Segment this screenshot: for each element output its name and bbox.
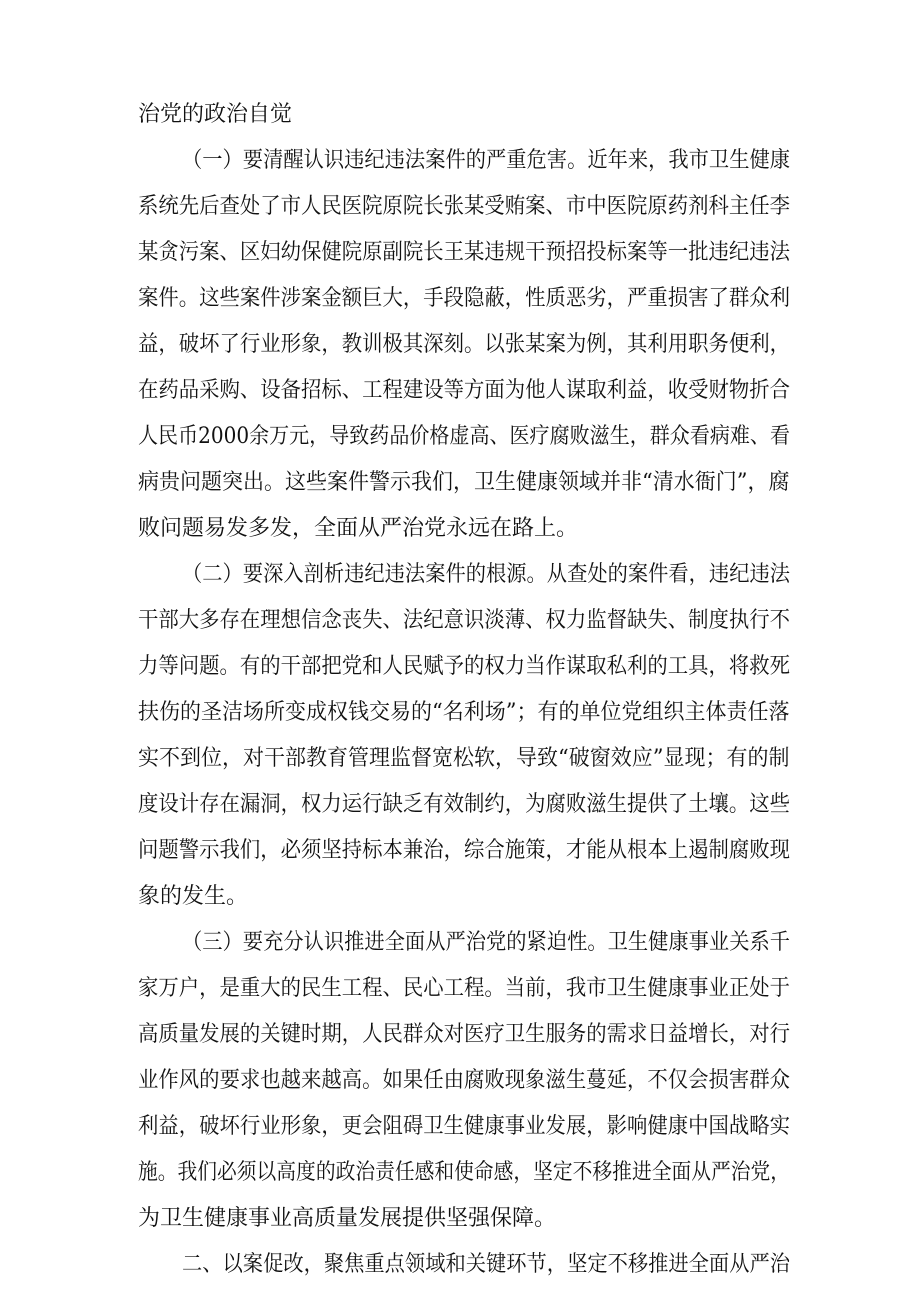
text-line: 干部大多存在理想信念丧失、法纪意识淡薄、权力监督缺失、制度执行不 [138,608,791,633]
text-line: 力等问题。有的干部把党和人民赋予的权力当作谋取私利的工具，将救死 [138,654,791,679]
text-line: 在药品采购、设备招标、工程建设等方面为他人谋取利益，收受财物折合 [138,378,791,403]
text-line: 施。我们必须以高度的政治责任感和使命感，坚定不移推进全面从严治党， [138,1160,791,1185]
text-line: 问题警示我们，必须坚持标本兼治，综合施策，才能从根本上遏制腐败现 [138,838,791,863]
text-line: （二）要深入剖析违纪违法案件的根源。从查处的案件看，违纪违法 [182,562,791,587]
text-line: 度设计存在漏洞，权力运行缺乏有效制约，为腐败滋生提供了土壤。这些 [138,792,791,817]
section-heading: 二、以案促改，聚焦重点领域和关键环节，坚定不移推进全面从严治 [182,1252,791,1277]
text-line: 病贵问题突出。这些案件警示我们，卫生健康领域并非“清水衙门”，腐 [138,470,790,495]
text-line: 高质量发展的关键时期，人民群众对医疗卫生服务的需求日益增长，对行 [138,1022,791,1047]
text-line: 人民币2000余万元，导致药品价格虚高、医疗腐败滋生，群众看病难、看 [138,424,790,449]
text-line: 扶伤的圣洁场所变成权钱交易的“名利场”；有的单位党组织主体责任落 [138,700,790,725]
text-line: 案件。这些案件涉案金额巨大，手段隐蔽，性质恶劣，严重损害了群众利 [138,286,791,311]
text-line: 实不到位，对干部教育管理监督宽松软，导致“破窗效应”显现；有的制 [138,746,790,771]
text-line: 象的发生。 [138,884,249,909]
text-line: 利益，破坏行业形象，更会阻碍卫生健康事业发展，影响健康中国战略实 [138,1114,791,1139]
text-line: 家万户，是重大的民生工程、民心工程。当前，我市卫生健康事业正处于 [138,976,791,1001]
text-line: 业作风的要求也越来越高。如果任由腐败现象滋生蔓延，不仅会损害群众 [138,1068,791,1093]
text-line: 败问题易发多发，全面从严治党永远在路上。 [138,516,579,541]
text-line: 系统先后查处了市人民医院原院长张某受贿案、市中医院原药剂科主任李 [138,194,791,219]
text-line: （三）要充分认识推进全面从严治党的紧迫性。卫生健康事业关系千 [182,930,791,955]
text-line: 益，破坏了行业形象，教训极其深刻。以张某案为例，其利用职务便利， [138,332,791,357]
text-line: 为卫生健康事业高质量发展提供坚强保障。 [138,1206,557,1231]
text-line: 某贪污案、区妇幼保健院原副院长王某违规干预招投标案等一批违纪违法 [138,240,791,265]
text-line: 治党的政治自觉 [138,102,293,127]
text-line: （一）要清醒认识违纪违法案件的严重危害。近年来，我市卫生健康 [182,148,791,173]
